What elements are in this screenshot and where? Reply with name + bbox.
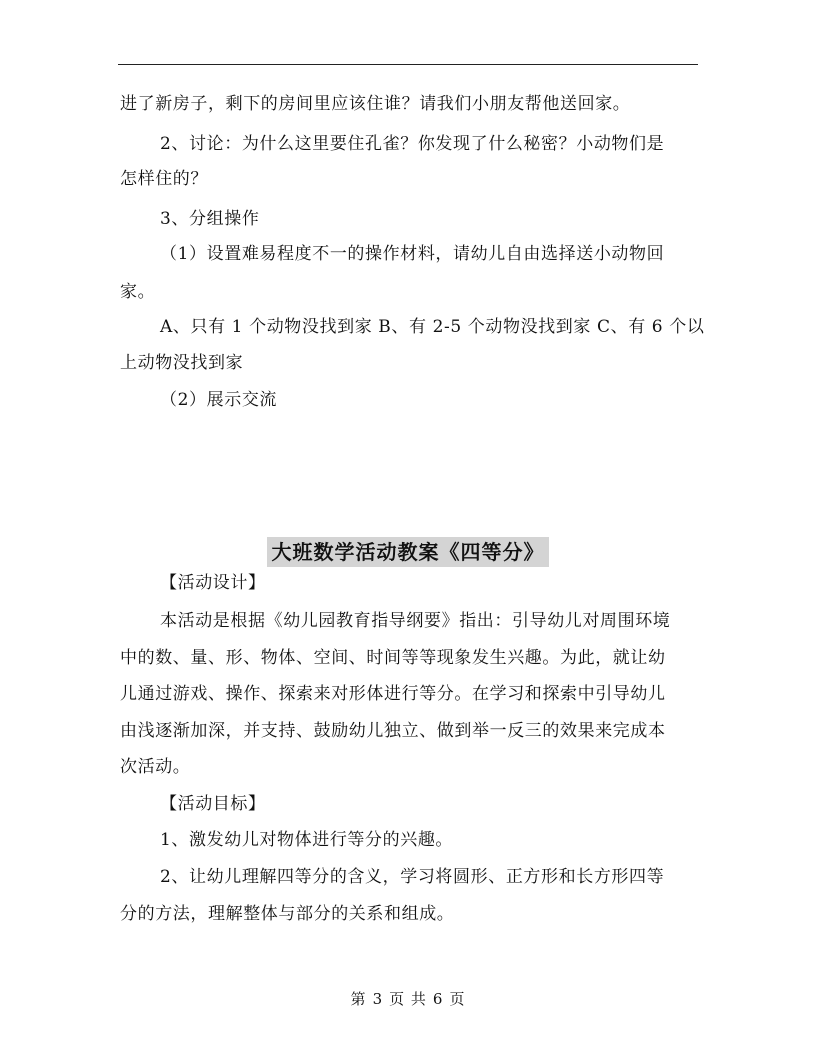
paragraph-line: 2、让幼儿理解四等分的含义，学习将圆形、正方形和长方形四等 <box>160 867 665 887</box>
paragraph-line: 家。 <box>120 282 156 302</box>
section-heading: 【活动设计】 <box>160 573 266 593</box>
section-title: 大班数学活动教案《四等分》 <box>271 540 545 564</box>
paragraph-line: 进了新房子，剩下的房间里应该住谁？请我们小朋友帮他送回家。 <box>120 94 631 114</box>
footer-suffix: 页 <box>449 990 466 1008</box>
paragraph-line: 怎样住的？ <box>120 169 208 189</box>
section-heading: 【活动目标】 <box>160 794 266 814</box>
paragraph-line: 本活动是根据《幼儿园教育指导纲要》指出：引导幼儿对周围环境 <box>160 611 671 631</box>
header-rule <box>118 64 698 65</box>
footer-prefix: 第 <box>350 990 367 1008</box>
paragraph-line: 由浅逐渐加深，并支持、鼓励幼儿独立、做到举一反三的效果来完成本 <box>120 721 666 741</box>
paragraph-line: 儿通过游戏、操作、探索来对形体进行等分。在学习和探索中引导幼儿 <box>120 684 666 704</box>
footer-middle: 页 共 <box>389 990 427 1008</box>
paragraph-line: 次活动。 <box>120 757 191 777</box>
paragraph-line: 1、激发幼儿对物体进行等分的兴趣。 <box>160 830 454 850</box>
paragraph-line: （1）设置难易程度不一的操作材料，请幼儿自由选择送小动物回 <box>160 244 665 264</box>
paragraph-line: （2）展示交流 <box>160 390 278 410</box>
paragraph-line: 3、分组操作 <box>160 209 260 229</box>
paragraph-line: 上动物没找到家 <box>120 353 244 373</box>
page-total: 6 <box>432 990 444 1008</box>
page-number: 3 <box>372 990 384 1008</box>
page-footer <box>0 988 816 1009</box>
paragraph-line: 中的数、量、形、物体、空间、时间等等现象发生兴趣。为此，就让幼 <box>120 648 666 668</box>
paragraph-line: 2、讨论：为什么这里要住孔雀？你发现了什么秘密？小动物们是 <box>160 134 665 154</box>
paragraph-line: 分的方法，理解整体与部分的关系和组成。 <box>120 904 455 924</box>
paragraph-line: A、只有 1 个动物没找到家 B、有 2-5 个动物没找到家 C、有 6 个以 <box>160 317 705 337</box>
